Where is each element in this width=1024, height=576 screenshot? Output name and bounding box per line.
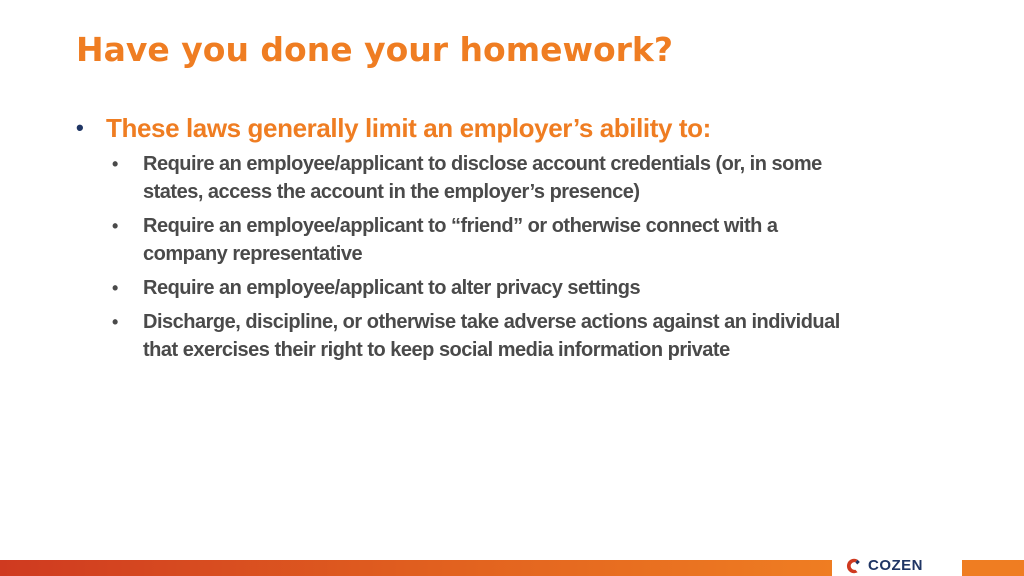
- company-logo: [845, 556, 923, 576]
- sub-bullet-text-line: Require an employee/applicant to “friend” or otherwise connect with a: [143, 215, 778, 237]
- main-bullet-point: [76, 108, 956, 148]
- slide-content: [76, 108, 956, 370]
- sub-bullet-point: [76, 308, 956, 364]
- bullet-marker: •: [112, 312, 118, 332]
- bullet-marker: •: [112, 154, 118, 174]
- sub-bullet-text-line: that exercises their right to keep social media information private: [143, 339, 730, 361]
- bullet-marker: •: [112, 216, 118, 236]
- footer-stripe-right: [962, 560, 1024, 576]
- footer-stripe-left: [0, 560, 832, 576]
- sub-bullet-text-line: states, access the account in the employer’s presence): [143, 181, 640, 203]
- cozen-logo-icon: [845, 557, 863, 575]
- logo-text: COZEN: [868, 557, 923, 574]
- sub-bullet-point: [76, 212, 956, 268]
- sub-bullet-list: [76, 150, 956, 364]
- sub-bullet-text-line: Require an employee/applicant to alter privacy settings: [143, 277, 641, 299]
- sub-bullet-text-line: company representative: [143, 243, 363, 265]
- sub-bullet-point: [76, 274, 956, 302]
- main-bullet-text: These laws generally limit an employer’s ability to:: [106, 113, 711, 143]
- sub-bullet-text-line: Require an employee/applicant to disclose account credentials (or, in some: [143, 153, 822, 175]
- bullet-marker: •: [76, 115, 84, 140]
- sub-bullet-point: [76, 150, 956, 206]
- slide-title: Have you done your homework?: [76, 30, 673, 69]
- sub-bullet-text-line: Discharge, discipline, or otherwise take adverse actions against an individual: [143, 311, 840, 333]
- bullet-marker: •: [112, 278, 118, 298]
